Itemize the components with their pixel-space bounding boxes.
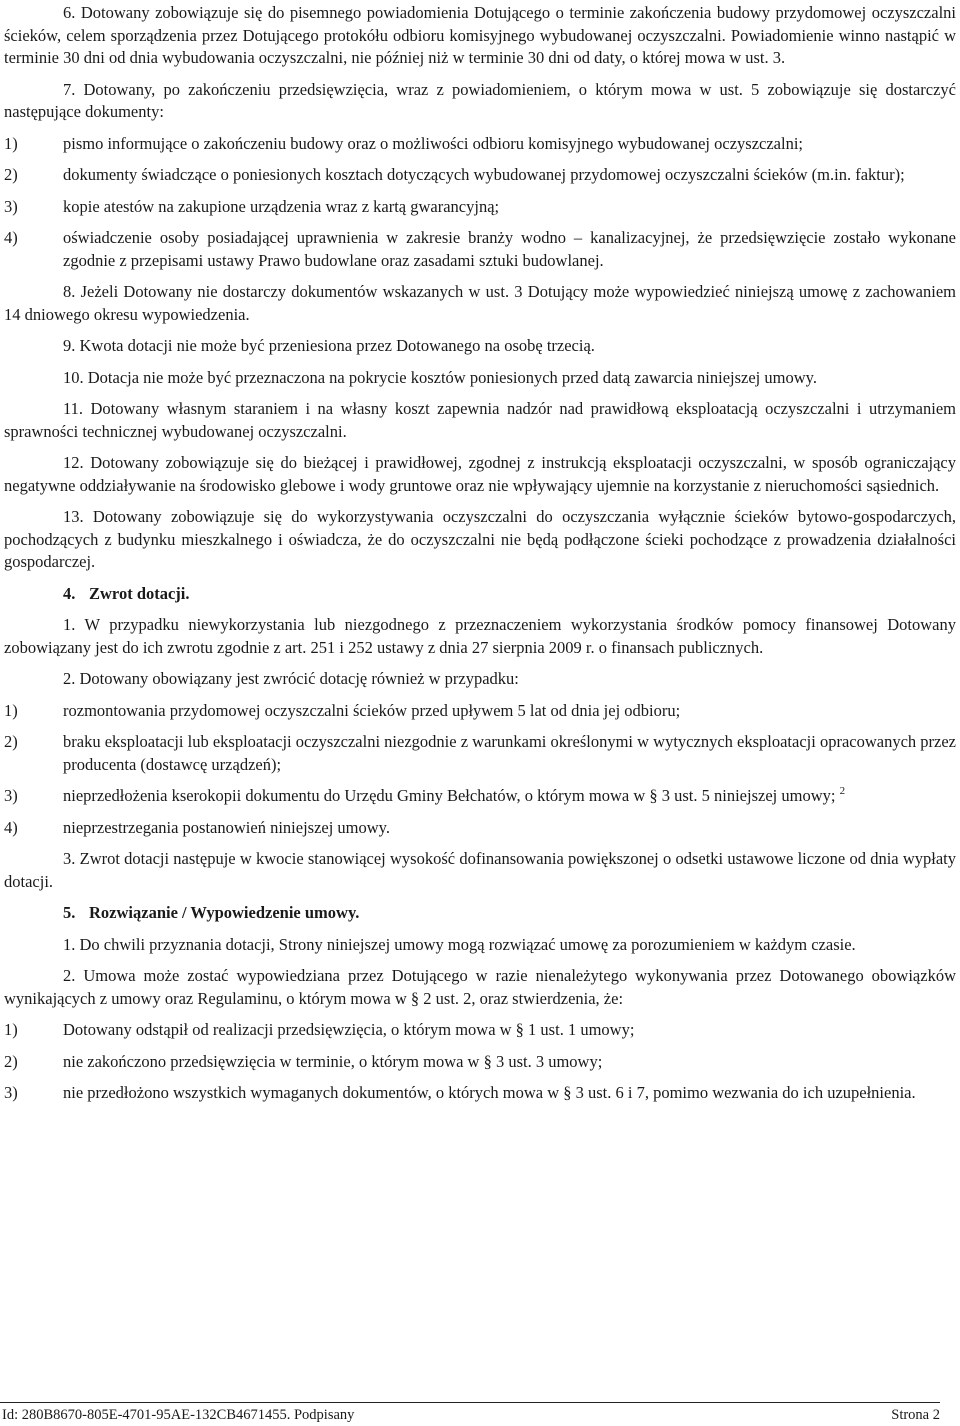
list-item-number: 4) xyxy=(4,228,18,247)
section-number: 4. xyxy=(63,583,76,603)
paragraph-8: 8. Jeżeli Dotowany nie dostarczy dokumentów wskazanych w ust. 3 Dotujący może wypowiedzieć niniejszą umowę z zachowaniem 14 dniowego okresu wypowiedzenia. xyxy=(4,282,956,324)
document-id: Id: 280B8670-805E-4701-95AE-132CB4671455. Podpisany xyxy=(2,1407,355,1423)
list-item-text: pismo informujące o zakończeniu budowy oraz o możliwości odbioru komisyjnego wybudowanej oczyszczalni; xyxy=(63,133,804,153)
list-item xyxy=(4,164,956,187)
list-item-number: 2) xyxy=(4,732,18,751)
list-item-text: oświadczenie osoby posiadającej uprawnienia w zakresie branży wodno – kanalizacyjnej, że przedsięwzięcie zostało wykonane zgodnie z przepisami ustawy Prawo budowlane oraz zasadami sztuki budowlanej. xyxy=(63,228,956,270)
section-5-paragraph-2: 2. Umowa może zostać wypowiedziana przez Dotującego w razie nienależytego wykonywania przez Dotowanego obowiązków wynikających z umowy oraz Regulaminu, o którym mowa w § 2 ust. 2, oraz stwierdzenia, że: xyxy=(4,966,956,1008)
document-page xyxy=(4,0,956,1105)
list-item-text: nie zakończono przedsięwzięcia w terminie, o którym mowa w § 3 ust. 3 umowy; xyxy=(63,1051,603,1071)
list-item xyxy=(4,1019,956,1042)
page-number: Strona 2 xyxy=(891,1407,940,1423)
list-item xyxy=(4,700,956,723)
list-item-text: braku eksploatacji lub eksploatacji oczyszczalni niezgodnie z warunkami określonymi w wytycznych eksploatacji opracowanych przez producenta (dostawcę urządzeń); xyxy=(63,732,956,774)
section-heading-4 xyxy=(4,583,956,606)
list-item-number: 1) xyxy=(4,133,18,153)
paragraph-11: 11. Dotowany własnym staraniem i na własny koszt zapewnia nadzór nad prawidłową eksploatacją oczyszczalni i utrzymaniem sprawności technicznej wybudowanej oczyszczalni. xyxy=(4,399,956,441)
section-5-paragraph-1: 1. Do chwili przyznania dotacji, Strony niniejszej umowy mogą rozwiązać umowę za porozumieniem w każdym czasie. xyxy=(63,934,856,954)
list-item-number: 3) xyxy=(4,1083,18,1102)
section-title: Rozwiązanie / Wypowiedzenie umowy. xyxy=(89,903,360,922)
list-item-text: Dotowany odstąpił od realizacji przedsięwzięcia, o którym mowa w § 1 ust. 1 umowy; xyxy=(63,1020,635,1039)
list-item-text: nieprzestrzegania postanowień niniejszej umowy. xyxy=(63,817,390,837)
list-item xyxy=(4,1082,956,1105)
paragraph-12: 12. Dotowany zobowiązuje się do bieżącej i prawidłowej, zgodnej z instrukcją eksploatacji oczyszczalni, w sposób ograniczający negatywne oddziaływanie na środowisko glebowe i wody gruntowe oraz nie wpływający ujemnie na korzystanie z nieruchomości sąsiednich. xyxy=(4,453,956,495)
list-item xyxy=(4,196,956,219)
list-item-number: 2) xyxy=(4,1051,18,1071)
list-item xyxy=(4,133,956,156)
list-item-number: 3) xyxy=(4,196,18,216)
list-item xyxy=(4,817,956,840)
list-item xyxy=(4,1051,956,1074)
list-item-text: rozmontowania przydomowej oczyszczalni ścieków przed upływem 5 lat od dnia jej odbioru; xyxy=(63,700,681,720)
list-item-text: nieprzedłożenia kserokopii dokumentu do Urzędu Gminy Bełchatów, o którym mowa w § 3 ust. 5 niniejszej umowy; xyxy=(63,786,836,805)
paragraph-13: 13. Dotowany zobowiązuje się do wykorzystywania oczyszczalni do oczyszczania wyłącznie ścieków bytowo-gospodarczych, pochodzących z budynku mieszkalnego i oświadcza, że do oczyszczalni nie będą podłączone ścieki pochodzące z prowadzenia działalności gospodarczej. xyxy=(4,507,956,571)
paragraph-7: 7. Dotowany, po zakończeniu przedsięwzięcia, wraz z powiadomieniem, o którym mowa w ust. 5 zobowiązuje się dostarczyć następujące dokumenty: xyxy=(4,79,956,121)
paragraph-9: 9. Kwota dotacji nie może być przeniesiona przez Dotowanego na osobę trzecią. xyxy=(63,336,595,355)
paragraph-10: 10. Dotacja nie może być przeznaczona na pokrycie kosztów poniesionych przed datą zawarcia niniejszej umowy. xyxy=(63,367,817,387)
page-footer xyxy=(2,1405,940,1425)
section-4-paragraph-1: 1. W przypadku niewykorzystania lub niezgodnego z przeznaczeniem wykorzystania środków pomocy finansowej Dotowany zobowiązany jest do ich zwrotu zgodnie z art. 251 i 252 ustawy z dnia 27 sierpnia 2009 r. o finansach publicznych. xyxy=(4,615,956,657)
footnote-marker: 2 xyxy=(839,784,846,797)
list-item-number: 4) xyxy=(4,817,18,837)
list-item-number: 2) xyxy=(4,165,18,184)
list-item xyxy=(4,731,956,776)
section-heading-5 xyxy=(4,902,956,925)
paragraph-6: 6. Dotowany zobowiązuje się do pisemnego powiadomienia Dotującego o terminie zakończenia budowy przydomowej oczyszczalni ścieków, celem sporządzenia przez Dotującego protokółu odbioru komisyjnego wybudowanej oczyszczalni. Powiadomienie winno nastąpić w terminie 30 dni od dnia wybudowania oczyszczalni, nie później niż w terminie 30 dni od daty, o której mowa w ust. 3. xyxy=(4,3,956,67)
list-item xyxy=(4,785,956,808)
list-item-number: 1) xyxy=(4,700,18,720)
section-number: 5. xyxy=(63,903,76,922)
list-item-number: 1) xyxy=(4,1020,18,1039)
section-4-paragraph-3: 3. Zwrot dotacji następuje w kwocie stanowiącej wysokość dofinansowania powiększonej o odsetki ustawowe liczone od dnia wypłaty dotacji. xyxy=(4,849,956,891)
section-title: Zwrot dotacji. xyxy=(89,583,190,603)
list-item-text: nie przedłożono wszystkich wymaganych dokumentów, o których mowa w § 3 ust. 6 i 7, pomimo wezwania do ich uzupełnienia. xyxy=(63,1083,916,1102)
list-item-number: 3) xyxy=(4,786,18,805)
section-4-paragraph-2: 2. Dotowany obowiązany jest zwrócić dotację również w przypadku: xyxy=(63,669,519,688)
list-item-text: dokumenty świadczące o poniesionych kosztach dotyczących wybudowanej przydomowej oczyszczalni ścieków (m.in. faktur); xyxy=(63,165,905,184)
list-item-text: kopie atestów na zakupione urządzenia wraz z kartą gwarancyjną; xyxy=(63,196,500,216)
list-item xyxy=(4,227,956,272)
footer-divider xyxy=(0,1402,940,1403)
